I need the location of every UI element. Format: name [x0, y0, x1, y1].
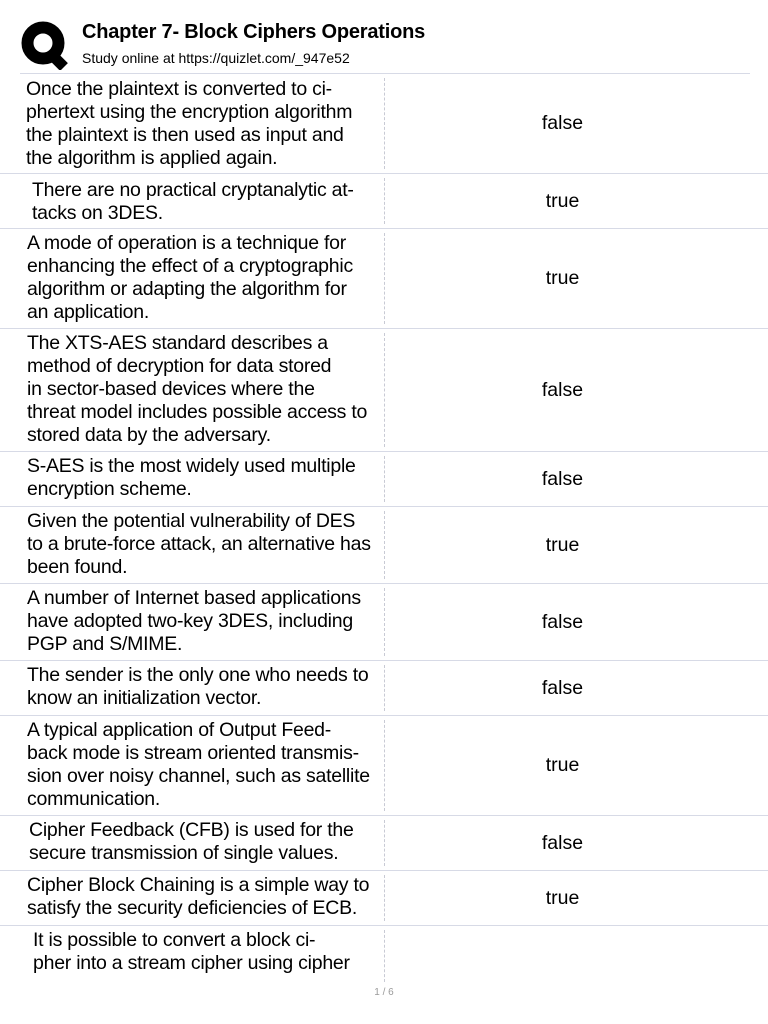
card-term: A mode of operation is a technique for enhancing the effect of a cryptographic algorithm or adapting the algorithm for an application. [27, 232, 353, 323]
card-definition: true [545, 533, 580, 556]
card-definition: true [545, 189, 580, 212]
flashcard-row [0, 584, 768, 661]
card-term: The sender is the only one who needs to know an initialization vector. [27, 664, 369, 709]
card-term: It is possible to convert a block ci- pher into a stream cipher using cipher [33, 929, 350, 974]
card-term: The XTS-AES standard describes a method of decryption for data stored in sector-based devices where the threat model includes possible access to stored data by the adversary. [27, 332, 368, 446]
card-term: A typical application of Output Feed- back mode is stream oriented transmis- sion over noisy channel, such as satellite communication. [27, 719, 370, 810]
page-header [0, 0, 768, 74]
card-definition [385, 926, 750, 986]
flashcard-row [0, 661, 768, 716]
card-term: Given the potential vulnerability of DES to a brute-force attack, an alternative has been found. [27, 510, 371, 578]
page-title: Chapter 7- Block Ciphers Operations [82, 21, 426, 43]
flashcard-row [0, 452, 768, 507]
card-term: Cipher Feedback (CFB) is used for the secure transmission of single values. [29, 819, 354, 864]
card-term: S-AES is the most widely used multiple encryption scheme. [27, 455, 356, 500]
page-indicator: 1 / 6 [374, 987, 394, 998]
card-term: Cipher Block Chaining is a simple way to satisfy the security deficiencies of ECB. [27, 874, 370, 919]
card-definition: false [541, 831, 584, 854]
card-definition: false [541, 676, 584, 699]
flashcard-row [0, 871, 768, 926]
card-definition: false [541, 112, 584, 134]
card-definition: true [545, 886, 580, 909]
flashcard-list [0, 74, 768, 986]
study-online-link[interactable]: Study online at https://quizlet.com/_947e52 [82, 50, 350, 66]
flashcard-row [0, 716, 768, 816]
quizlet-q-icon[interactable] [20, 20, 70, 70]
card-definition: false [541, 378, 584, 401]
flashcard-row [0, 329, 768, 452]
card-term: There are no practical cryptanalytic at- tacks on 3DES. [32, 179, 354, 224]
flashcard-row [0, 926, 768, 986]
card-definition: true [545, 754, 580, 776]
card-definition: true [545, 267, 580, 289]
flashcard-row [0, 507, 768, 584]
card-definition: false [541, 467, 584, 490]
flashcard-row [0, 74, 768, 174]
card-term: A number of Internet based applications have adopted two-key 3DES, including PGP and S/MIME. [27, 587, 361, 655]
flashcard-row [0, 229, 768, 329]
flashcard-row [0, 816, 768, 871]
card-definition: false [541, 610, 584, 633]
card-term: Once the plaintext is converted to ci- phertext using the encryption algorithm the plaintext is then used as input and the algorithm is applied again. [26, 78, 353, 169]
flashcard-row [0, 174, 768, 229]
